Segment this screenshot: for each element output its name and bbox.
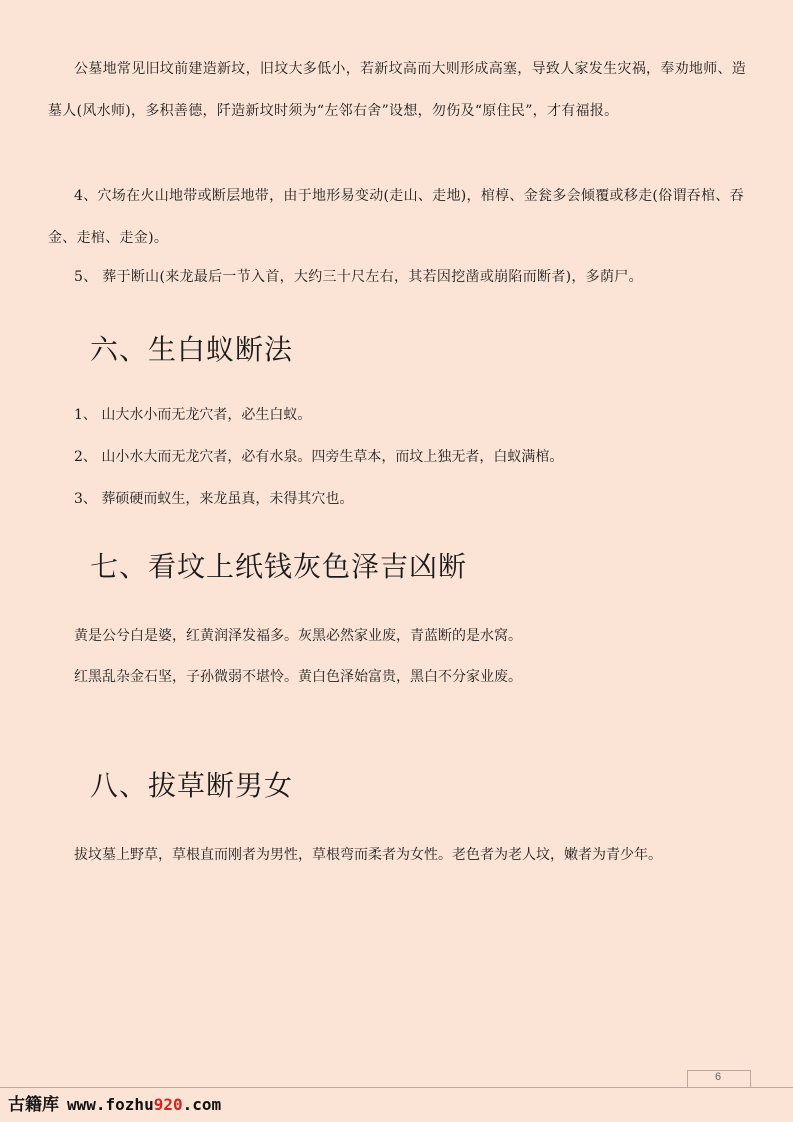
- section-6-item-2: 2、 山小水大而无龙穴者，必有水泉。四旁生草本，而坟上独无者，白蚁满棺。: [74, 449, 564, 465]
- intro-paragraph-3: 5、 葬于断山(来龙最后一节入首，大约三十尺左右，其若因挖凿或崩陷而断者)，多荫尸。: [74, 269, 643, 285]
- section-8-line-1: 拔坟墓上野草，草根直而刚者为男性，草根弯而柔者为女性。老色者为老人坟，嫩者为青少年。: [74, 847, 662, 863]
- section-7-line-2: 红黑乱杂金石坚，子孙微弱不堪怜。黄白色泽始富贵，黑白不分家业废。: [74, 669, 522, 685]
- intro-paragraph-2: 4、穴场在火山地带或断层地带，由于地形易变动(走山、走地)，棺椁、金瓮多会倾覆或移走(俗谓吞棺、吞金、走棺、走金)。: [48, 188, 744, 246]
- section-6-heading: 六、生白蚁断法: [90, 333, 294, 366]
- footer-divider: [0, 1087, 793, 1088]
- section-7-line-1: 黄是公兮白是婆，红黄润泽发福多。灰黑必然家业废，青蓝断的是水窝。: [74, 628, 522, 644]
- url-prefix: www.fozhu: [67, 1095, 154, 1114]
- brand-name: 古籍库: [8, 1095, 59, 1115]
- section-6-item-1: 1、 山大水小而无龙穴者，必生白蚁。: [74, 407, 312, 423]
- section-7-heading: 七、看坟上纸钱灰色泽吉凶断: [90, 550, 468, 583]
- section-6-item-3: 3、 葬硕硬而蚁生，来龙虽真，未得其穴也。: [74, 491, 354, 507]
- footer-brand: [8, 1090, 221, 1115]
- url-suffix: .com: [182, 1095, 222, 1114]
- intro-paragraph-1: 公墓地常见旧坟前建造新坟，旧坟大多低小，若新坟高而大则形成高塞，导致人家发生灾祸，奉劝地师、造墓人(风水师)，多积善德，阡造新坟时须为“左邻右舍”设想，勿伤及“原住民”，才有福报。: [48, 61, 747, 119]
- url-number: 920: [153, 1095, 183, 1114]
- section-8-heading: 八、拔草断男女: [90, 769, 294, 802]
- brand-url[interactable]: [67, 1095, 221, 1114]
- page-number: 6: [715, 1071, 722, 1083]
